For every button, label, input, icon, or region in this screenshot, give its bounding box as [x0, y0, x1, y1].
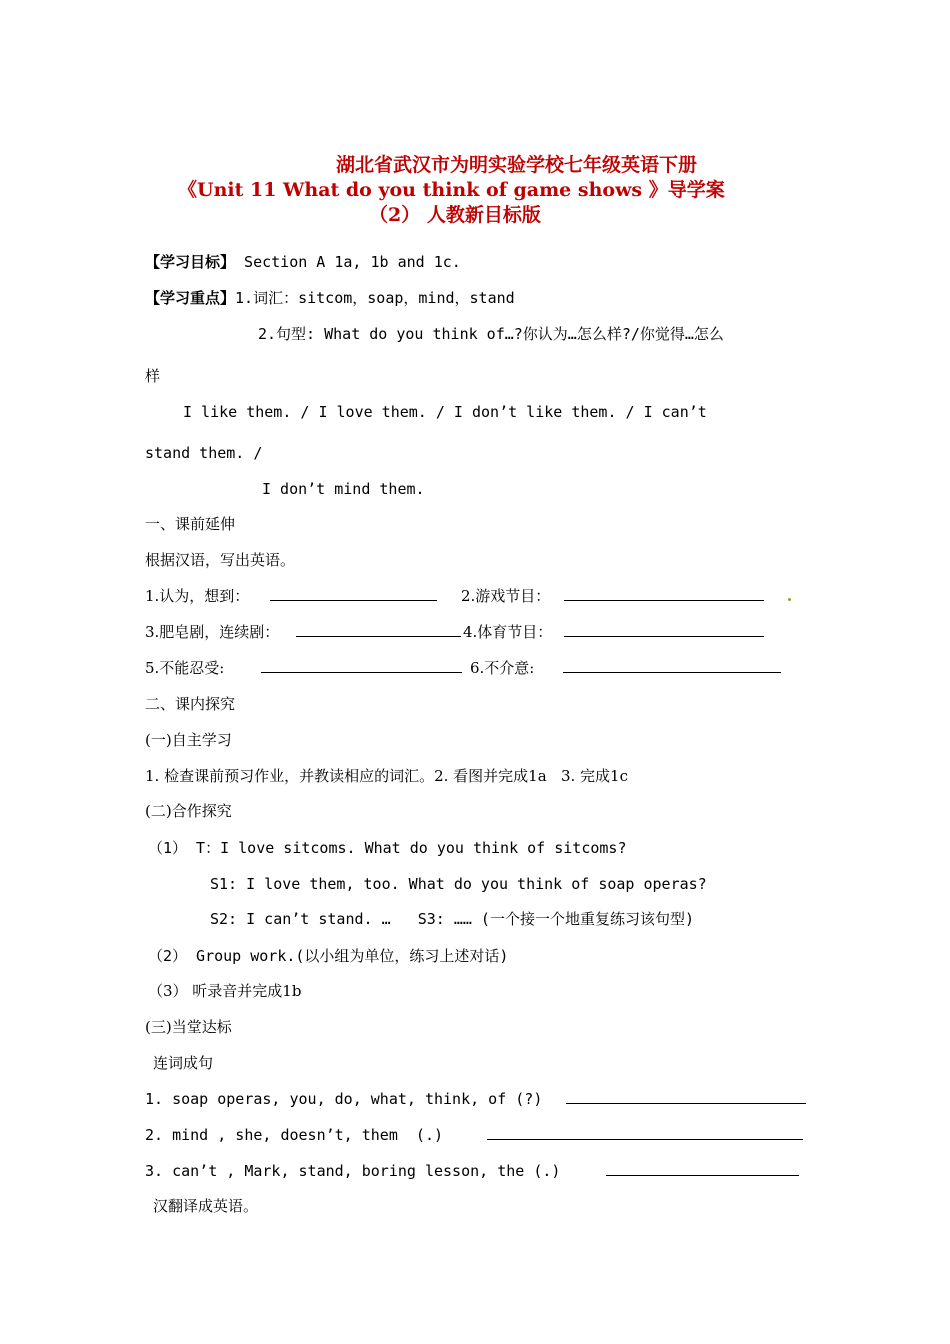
part1-text: 1. 检查课前预习作业，并教读相应的词汇。2. 看图并完成1a 3. 完成1c [145, 767, 628, 785]
title-line-1: 湖北省武汉市为明实验学校七年级英语下册 [336, 154, 698, 176]
title-line-3: （2） 人教新目标版 [369, 204, 541, 226]
group-work-line: （2） Group work.(以小组为单位，练习上述对话) [148, 947, 509, 965]
sentence-3: 3. can’t , Mark, stand, boring lesson, the (.) [145, 1162, 561, 1180]
dialog-line-1: （1） T：I love sitcoms. What do you think of sitcoms? [148, 839, 627, 857]
focus-pattern-end: 样 [145, 367, 161, 385]
vocab-item-6: 6.不介意: [470, 659, 535, 677]
section1-instruction: 根据汉语，写出英语。 [145, 551, 296, 569]
title-line-2: 《Unit 11 What do you think of game shows 》导学案 [178, 179, 725, 201]
focus-vocab: 1.词汇：sitcom，soap，mind，stand [235, 289, 515, 307]
dialog-line-2: S1: I love them, too. What do you think of soap operas? [210, 875, 707, 893]
part1-heading: (一)自主学习 [145, 731, 232, 749]
listen-line: （3） 听录音并完成1b [148, 982, 302, 1000]
focus-phrases-1: I like them. / I love them. / I don’t like them. / I can’t [183, 403, 707, 421]
part2-heading: (二)合作探究 [145, 802, 232, 820]
section2-heading: 二、课内探究 [145, 695, 236, 713]
vocab-item-5: 5.不能忍受: [145, 659, 225, 677]
focus-line [145, 288, 515, 308]
objective-label: 【学习目标】 [145, 253, 236, 271]
dialog-line-3: S2: I can’t stand. … S3: …… (一个接一个地重复练习该句型) [210, 910, 694, 928]
sentence-blank-2[interactable] [487, 1125, 803, 1140]
vocab-item-2: 2.游戏节目： [461, 587, 551, 605]
connect-heading: 连词成句 [153, 1054, 214, 1072]
vocab-item-3: 3.肥皂剧，连续剧： [145, 623, 280, 641]
answer-blank-6[interactable] [563, 658, 781, 673]
answer-blank-1[interactable] [270, 586, 437, 601]
stray-dot [788, 598, 791, 601]
sentence-1: 1. soap operas, you, do, what, think, of (?) [145, 1090, 543, 1108]
answer-blank-5[interactable] [261, 658, 462, 673]
section1-heading: 一、课前延伸 [145, 515, 236, 533]
focus-label: 【学习重点】 [145, 289, 236, 307]
focus-phrases-3: I don’t mind them. [262, 480, 425, 498]
answer-blank-3[interactable] [296, 622, 461, 637]
part3-heading: (三)当堂达标 [145, 1018, 232, 1036]
objective-line [145, 252, 461, 272]
focus-pattern: 2.句型: What do you think of…?你认为…怎么样?/你觉得…怎么 [258, 325, 724, 343]
focus-phrases-2: stand them. / [145, 444, 263, 462]
answer-blank-4[interactable] [564, 622, 764, 637]
translate-heading: 汉翻译成英语。 [153, 1197, 259, 1215]
vocab-item-1: 1.认为，想到： [145, 587, 250, 605]
objective-text: Section A 1a, 1b and 1c. [235, 253, 461, 271]
sentence-blank-1[interactable] [566, 1089, 806, 1104]
sentence-2: 2. mind , she, doesn’t, them (.) [145, 1126, 444, 1144]
vocab-item-4: 4.体育节目： [463, 623, 553, 641]
sentence-blank-3[interactable] [606, 1161, 799, 1176]
answer-blank-2[interactable] [564, 586, 764, 601]
